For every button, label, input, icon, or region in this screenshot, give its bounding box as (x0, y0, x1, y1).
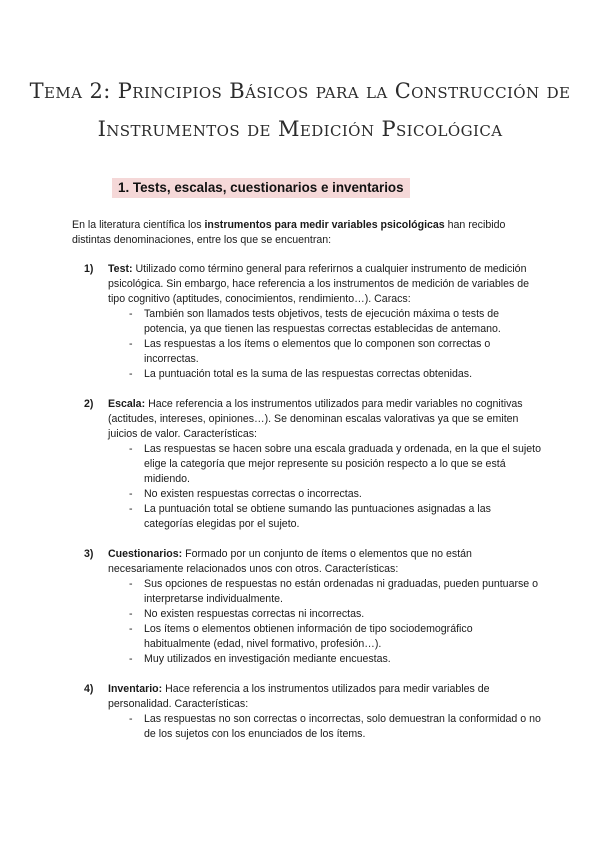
bullet-item: - No existen respuestas correctas ni incorrectas. (108, 607, 542, 622)
title-line-2: Instrumentos de Medición Psicológica (97, 117, 503, 141)
item-number: 2) (84, 398, 94, 410)
item-term: Test: (108, 263, 133, 275)
bullet-item: - La puntuación total es la suma de las respuestas correctas obtenidas. (108, 367, 542, 382)
bullet-list (108, 712, 542, 742)
list-item-test (72, 262, 542, 382)
bullet-list (108, 307, 542, 382)
bullet-item: - También son llamados tests objetivos, tests de ejecución máxima o tests de potencia, ya que tienen las respuestas correctas establecidas de antemano. (108, 307, 542, 337)
item-term: Cuestionarios: (108, 548, 183, 560)
intro-text-after: han recibido distintas denominaciones, entre los que se encuentran: (72, 219, 506, 246)
item-text: Utilizado como término general para referirnos a cualquier instrumento de medición psicológica. Sin embargo, hace referencia a los instrumentos de medición de variables de tipo cognitivo (aptitudes, conocimientos, rendimiento…). Caracs: (108, 263, 530, 305)
bullet-item: - No existen respuestas correctas o incorrectas. (108, 487, 542, 502)
title-line-1: Tema 2: Principios Básicos para la Construcción de (29, 79, 571, 103)
bullet-item: - Las respuestas no son correctas o incorrectas, solo demuestran la conformidad o no de los sujetos con los enunciados de los ítems. (108, 712, 542, 742)
document-title (0, 72, 600, 148)
bullet-list (108, 442, 542, 532)
list-item-inventario (72, 682, 542, 742)
item-number: 3) (84, 548, 94, 560)
intro-text-before: En la literatura científica los (72, 219, 205, 231)
list-item-escala (72, 397, 542, 532)
item-text: Formado por un conjunto de ítems o elementos que no están necesariamente relacionados unos con otros. Características: (108, 548, 472, 575)
item-number: 4) (84, 683, 94, 695)
item-number: 1) (84, 263, 94, 275)
item-term: Escala: (108, 398, 146, 410)
bullet-list (108, 577, 542, 667)
section-heading: 1. Tests, escalas, cuestionarios e inventarios (112, 178, 410, 198)
bullet-item: - Las respuestas a los ítems o elementos que lo componen son correctas o incorrectas. (108, 337, 542, 367)
bullet-item: - Los ítems o elementos obtienen información de tipo sociodemográfico habitualmente (edad, nivel formativo, profesión…). (108, 622, 542, 652)
item-term: Inventario: (108, 683, 163, 695)
intro-paragraph (72, 218, 542, 248)
bullet-item: - Muy utilizados en investigación mediante encuestas. (108, 652, 542, 667)
bullet-item: - La puntuación total se obtiene sumando las puntuaciones asignadas a las categorías elegidas por el sujeto. (108, 502, 542, 532)
bullet-item: - Las respuestas se hacen sobre una escala graduada y ordenada, en la que el sujeto elige la categoría que mejor represente su posición respecto a lo que se está midiendo. (108, 442, 542, 487)
instrument-list (72, 262, 542, 757)
list-item-cuestionarios (72, 547, 542, 667)
item-text: Hace referencia a los instrumentos utilizados para medir variables de personalidad. Características: (108, 683, 490, 710)
item-text: Hace referencia a los instrumentos utilizados para medir variables no cognitivas (actitudes, intereses, opiniones…). Se denominan escalas valorativas ya que se emiten juicios de valor. Características: (108, 398, 523, 440)
intro-text-bold: instrumentos para medir variables psicológicas (204, 219, 445, 231)
bullet-item: - Sus opciones de respuestas no están ordenadas ni graduadas, pueden puntuarse o interpretarse individualmente. (108, 577, 542, 607)
